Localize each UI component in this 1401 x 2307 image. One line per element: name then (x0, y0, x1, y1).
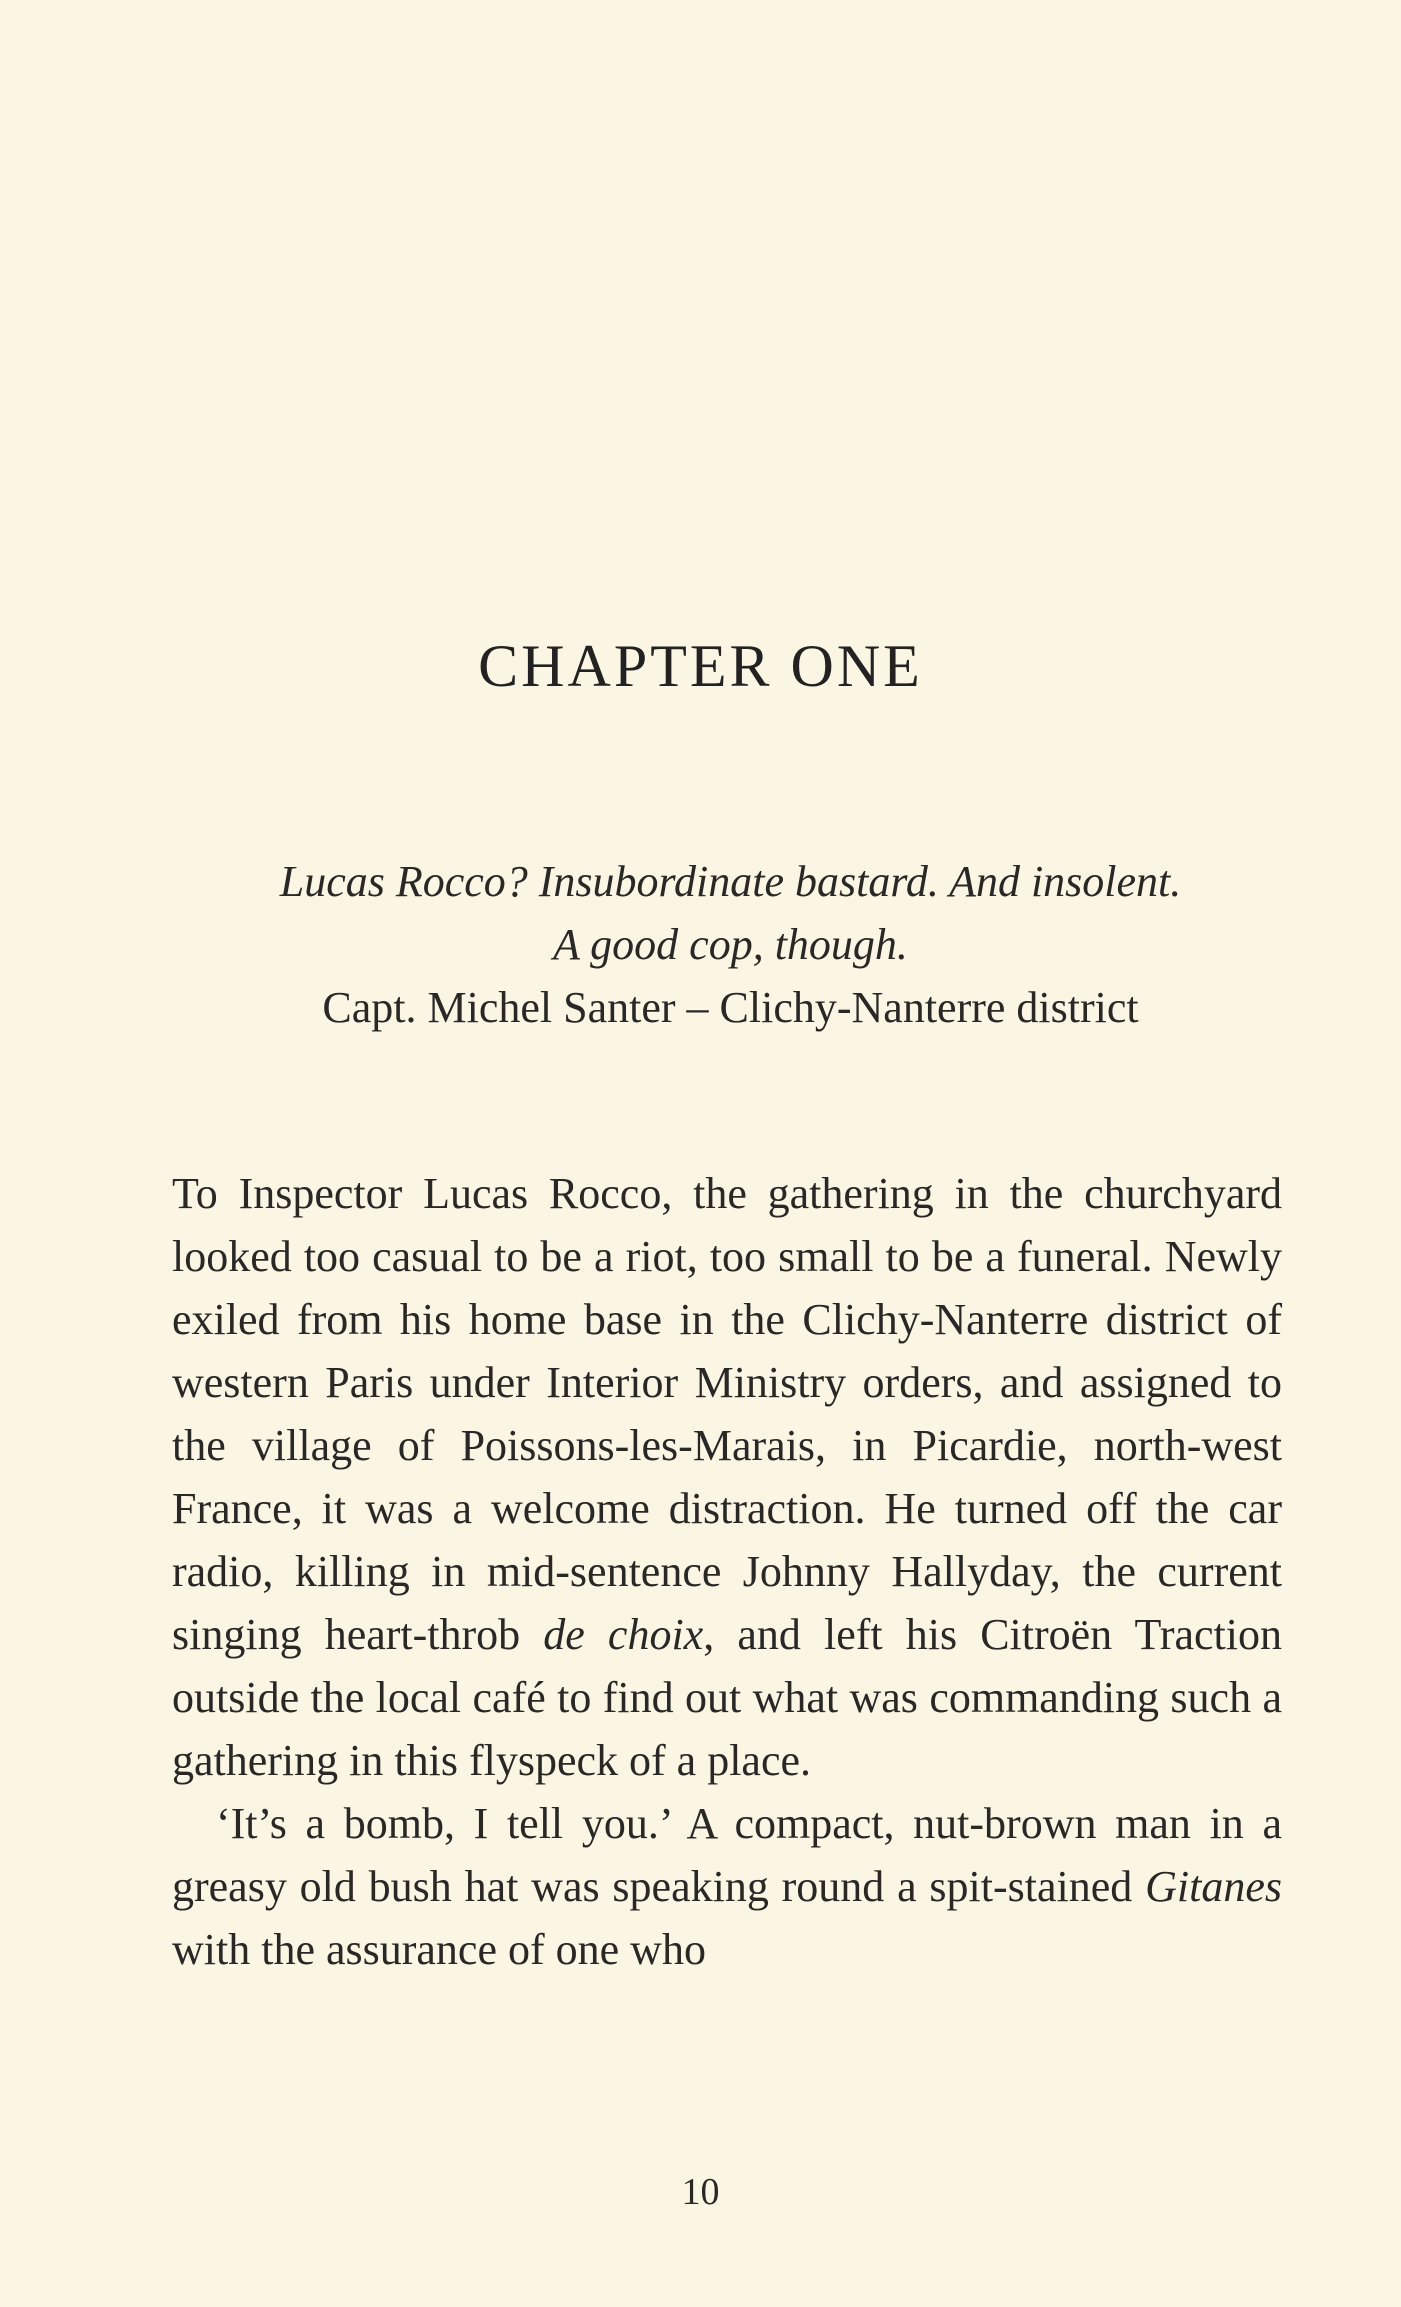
paragraph-text: To Inspector Lucas Rocco, the gathering in the churchyard looked too casual to be a riot, too small to be a funeral. Newly exiled from his home base in the Clichy-Nanterre district of western Paris under Interior Ministry orders, and assigned to the village of Poissons-les-Marais, in Picardie, north-west France, it was a welcome distraction. He turned off the car radio, killing in mid-sentence Johnny Hallyday, the current singing heart-throb (172, 1169, 1282, 1659)
italic-phrase: Gitanes (1145, 1862, 1282, 1911)
italic-phrase: de choix (543, 1610, 704, 1659)
epigraph (150, 850, 1311, 1039)
paragraph-text: ‘It’s a bomb, I tell you.’ A compact, nut-brown man in a greasy old bush hat was speaking round a spit-stained (172, 1799, 1282, 1911)
epigraph-attribution: Capt. Michel Santer – Clichy-Nanterre district (322, 983, 1139, 1032)
paragraph-text: with the assurance of one who (172, 1925, 706, 1974)
paragraph (172, 1792, 1282, 1981)
epigraph-line-1: Lucas Rocco? Insubordinate bastard. And insolent. (279, 857, 1182, 906)
body-text (172, 1162, 1282, 1981)
paragraph (172, 1162, 1282, 1792)
epigraph-line-2: A good cop, though. (553, 920, 908, 969)
paragraph-text: , and left his Citroën Traction outside the local café to find out what was commanding such a gathering in this flyspeck of a place. (172, 1610, 1282, 1785)
chapter-title: CHAPTER ONE (478, 633, 923, 699)
page-number: 10 (681, 2171, 720, 2213)
